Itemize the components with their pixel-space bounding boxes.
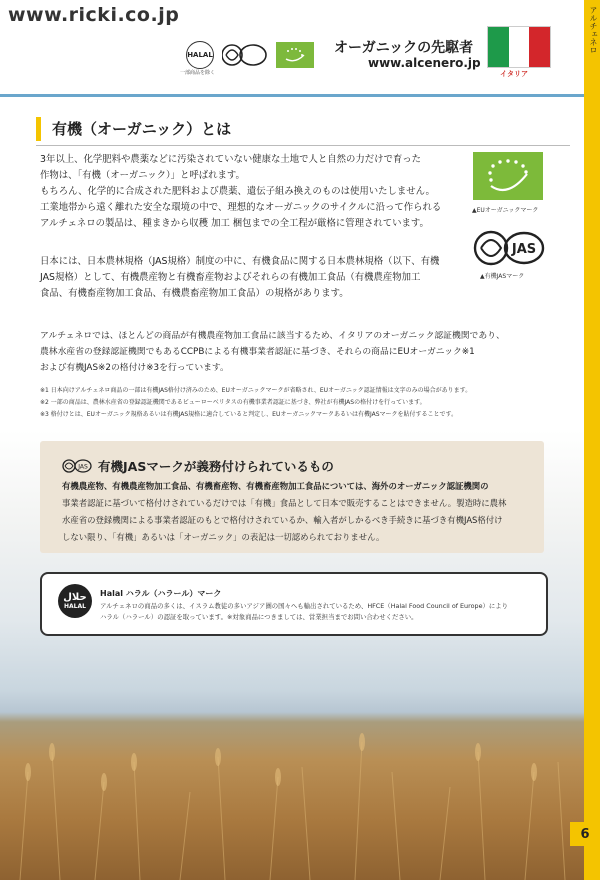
title-rule (36, 145, 570, 146)
side-band (584, 0, 600, 880)
flag-green-stripe (488, 27, 509, 67)
footnote: ※1 日本向けアルチェネロ商品の一部は有機JAS格付け済みのため、EUオーガニックマークが省略され、EUオーガニック認証情報は文字のみの場合があります。 (40, 387, 472, 394)
footnote: ※2 一部の商品は、農林水産省の登録認証機関であるビューローベリタスの有機事業者認証に基づき、弊社が有機JASの格付けを行っています。 (40, 399, 426, 406)
site-url[interactable]: www.ricki.co.jp (8, 4, 180, 26)
eu-organic-logo-icon (473, 152, 543, 200)
halal-latin: HALAL (64, 603, 86, 610)
paragraph-line: 工業地帯から遠く離れた安全な環境の中で、理想的なオーガニックのサイクルに沿って作られる (40, 202, 442, 213)
jas-box-header (62, 457, 334, 475)
section-title: 有機（オーガニック）とは (52, 120, 232, 138)
halal-arabic: حلال (63, 592, 87, 603)
brand-url[interactable]: www.alcenero.jp (368, 56, 481, 70)
eu-organic-caption: ▲EUオーガニックマーク (472, 207, 539, 214)
eu-organic-small-icon (276, 42, 314, 68)
certification-row (186, 38, 314, 72)
jas-box-line: 水産省の登録機関による事業者認証のもとで格付けされているか、輸入者がしかるべき手続きに基づき有機JAS格付け (62, 515, 503, 525)
jas-small-icon (222, 42, 268, 68)
jas-logo-text: JAS (511, 242, 537, 257)
organic-jas-logo-icon (473, 228, 545, 268)
organic-jas-caption: ▲有機JASマーク (480, 273, 525, 280)
jas-box-line: 有機農産物、有機農産物加工食品、有機畜産物、有機畜産物加工食品については、海外のオーガニック認証機関の (62, 481, 489, 491)
side-label: アルチェネロ (589, 6, 598, 54)
paragraph-line: 農林水産省の登録認証機関でもあるCCPBによる有機事業者認証に基づき、それらの商品にEUオーガニック※1 (40, 347, 475, 357)
paragraph-jas-standard (40, 254, 439, 302)
page-number: 6 (580, 826, 590, 842)
jas-mini-text: JAS (78, 463, 88, 471)
paragraph-line: 作物は、「有機（オーガニック）」と呼ばれます。 (40, 170, 245, 181)
jas-box-line: 事業者認証に基づいて格付けされているだけでは「有機」食品として日本で販売することはできません。製造時に農林 (62, 498, 507, 508)
paragraph-line: 3年以上、化学肥料や農薬などに汚染されていない健康な土地で人と自然の力だけで育った (40, 154, 421, 165)
header-divider (0, 94, 584, 97)
paragraph-line: アルチェネロでは、ほとんどの商品が有機農産物加工食品に該当するため、イタリアのオーガニック認証機関であり、 (40, 331, 505, 341)
paragraph-organic-definition (40, 152, 441, 232)
paragraph-line: アルチェネロの製品は、種まきから収穫 加工 梱包までの全工程が厳格に管理されています。 (40, 218, 429, 229)
paragraph-line: もちろん、化学的に合成された肥料および農薬、遺伝子組み換えのものは使用いたしません。 (40, 186, 435, 197)
page-header (0, 0, 584, 96)
paragraph-alcenero-certification (40, 328, 505, 376)
italy-flag-icon (487, 26, 551, 68)
halal-heading: Halal ハラル（ハラール）マーク (100, 589, 222, 598)
halal-body (100, 601, 508, 623)
paragraph-line: 日本には、日本農林規格（JAS規格）制度の中に、有機食品に関する日本農林規格（以下、有機 (40, 256, 440, 267)
jas-mini-icon (62, 458, 92, 474)
country-label: イタリア (500, 70, 528, 78)
paragraph-line: および有機JAS※2の格付け※3を行っています。 (40, 363, 229, 373)
flag-red-stripe (529, 27, 550, 67)
page-number-tab (570, 822, 600, 846)
brand-tagline: オーガニックの先駆者 (334, 40, 474, 56)
paragraph-line: 食品、有機畜産物加工食品、有機農畜産物加工食品）の規格があります。 (40, 288, 349, 299)
halal-note: 一部商品を除く (180, 70, 216, 76)
jas-box-body (62, 478, 506, 546)
paragraph-line: JAS規格）として、有機農産物と有機畜産物およびそれらの有機加工食品（有機農産物加工 (40, 272, 421, 283)
jas-box-title: 有機JASマークが義務付けられているもの (98, 459, 334, 474)
halal-mark-icon (58, 584, 92, 618)
flag-white-stripe (509, 27, 530, 67)
jas-box-line: しない限り、「有機」あるいは「オーガニック」の表記は一切認められておりません。 (62, 532, 385, 542)
halal-line: ハラル（ハラール）の認証を取っています。※対象商品につきましては、営業担当までお問い合わせください。 (100, 613, 418, 621)
footnote: ※3 格付けとは、EUオーガニック規格あるいは有機JAS規格に適合していると判定し、EUオーガニックマークあるいは有機JASマークを貼付することです。 (40, 411, 458, 418)
wheat-field-image (0, 712, 584, 880)
halal-line: アルチェネロの商品の多くは、イスラム教徒の多いアジア圏の国々へも輸出されているため、HFCE（Halal Food Council of Europe）により (100, 602, 509, 610)
footnotes (40, 385, 471, 421)
halal-small-icon: HALAL (186, 41, 214, 69)
title-accent-bar (36, 117, 41, 141)
